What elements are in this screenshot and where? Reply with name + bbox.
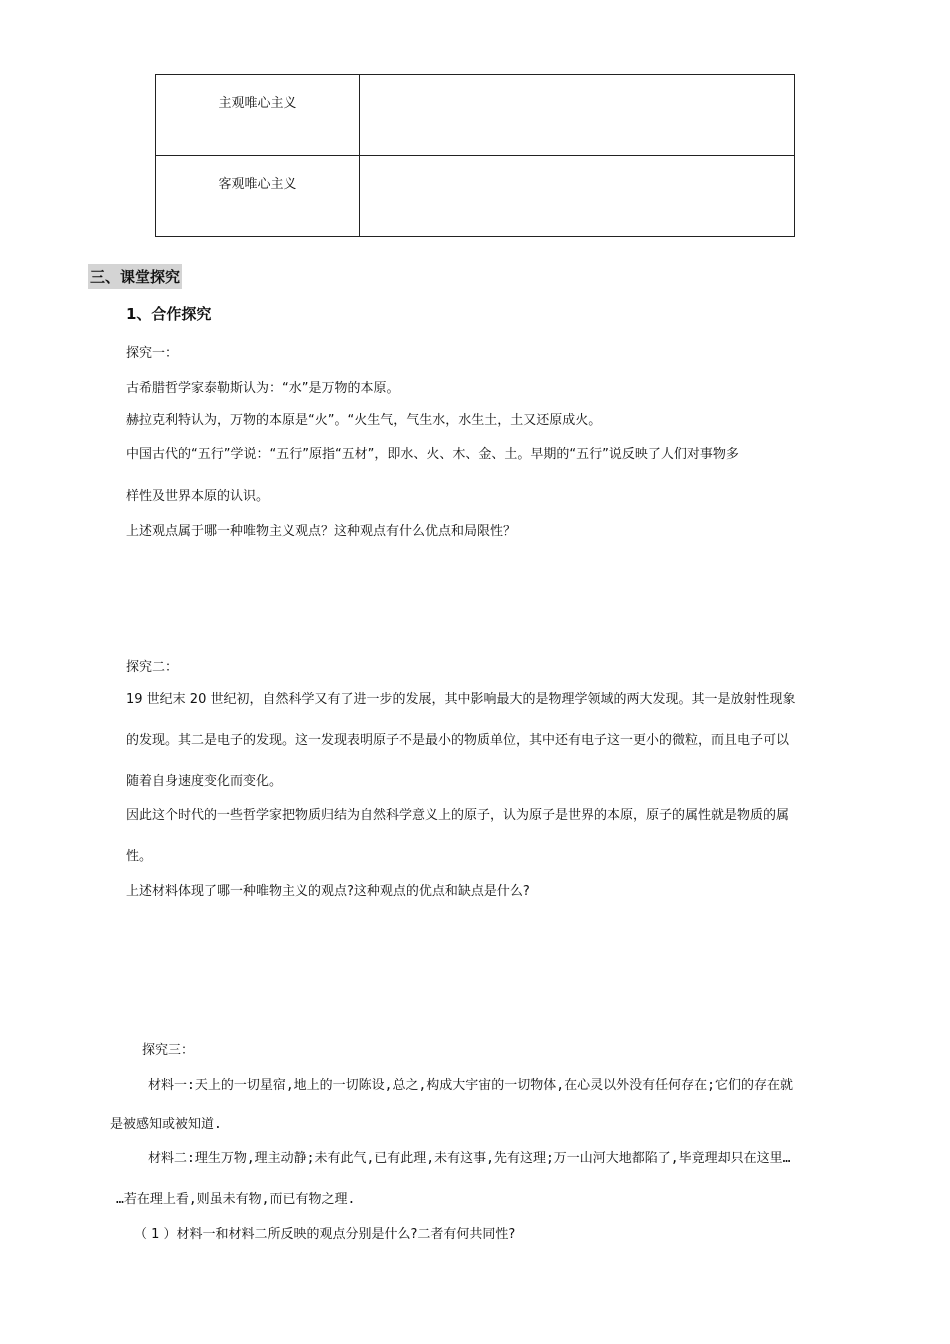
table-row: [156, 156, 794, 237]
inquiry1-line: 赫拉克利特认为，万物的本原是“火”。“火生气，气生水，水生土，土又还原成火。: [126, 413, 602, 428]
inquiry1-question: 上述观点属于哪一种唯物主义观点？这种观点有什么优点和局限性？: [126, 524, 517, 539]
inquiry1-line: 样性及世界本原的认识。: [126, 489, 270, 504]
inquiry3-title: 探究三：: [142, 1043, 195, 1058]
table-cell-label: 主观唯心主义: [156, 75, 360, 155]
inquiry3-line: 材料一:天上的一切星宿,地上的一切陈设,总之,构成大宇宙的一切物体,在心灵以外没有任何存在;它们的存在就: [148, 1078, 793, 1093]
inquiry2-line: 性。: [126, 849, 153, 864]
inquiry2-line: 因此这个时代的一些哲学家把物质归结为自然科学意义上的原子，认为原子是世界的本原，原子的属性就是物质的属: [126, 808, 790, 823]
concept-table: [155, 74, 795, 237]
inquiry2-title: 探究二：: [126, 660, 179, 675]
table-cell-value[interactable]: [360, 156, 794, 237]
inquiry1-title: 探究一：: [126, 346, 179, 361]
table-cell-value[interactable]: [360, 75, 794, 155]
inquiry2-line: 的发现。其二是电子的发现。这一发现表明原子不是最小的物质单位，其中还有电子这一更小的微粒，而且电子可以: [126, 733, 790, 748]
inquiry3-line: 是被感知或被知道.: [110, 1117, 222, 1132]
inquiry2-line: 随着自身速度变化而变化。: [126, 774, 283, 789]
inquiry2-line: 19 世纪末 20 世纪初，自然科学又有了进一步的发展，其中影响最大的是物理学领域的两大发现。其一是放射性现象: [126, 692, 796, 707]
inquiry3-line: …若在理上看,则虽未有物,而已有物之理.: [116, 1192, 356, 1207]
inquiry3-line: 材料二:理生万物,理主动静;未有此气,已有此理,未有这事,先有这理;万一山河大地都陷了,毕竟理却只在这里…: [148, 1151, 791, 1166]
inquiry1-line: 中国古代的“五行”学说：“五行”原指“五材”，即水、火、木、金、土。早期的“五行”说反映了人们对事物多: [126, 447, 739, 462]
section-heading: 三、课堂探究: [88, 264, 182, 289]
subsection-heading: 1、合作探究: [126, 305, 212, 323]
table-row: [156, 75, 794, 156]
inquiry3-question: （ 1 ）材料一和材料二所反映的观点分别是什么?二者有何共同性?: [134, 1227, 516, 1242]
inquiry2-question: 上述材料体现了哪一种唯物主义的观点?这种观点的优点和缺点是什么?: [126, 884, 530, 899]
inquiry1-line: 古希腊哲学家泰勒斯认为：“水”是万物的本原。: [126, 381, 400, 396]
table-cell-label: 客观唯心主义: [156, 156, 360, 237]
